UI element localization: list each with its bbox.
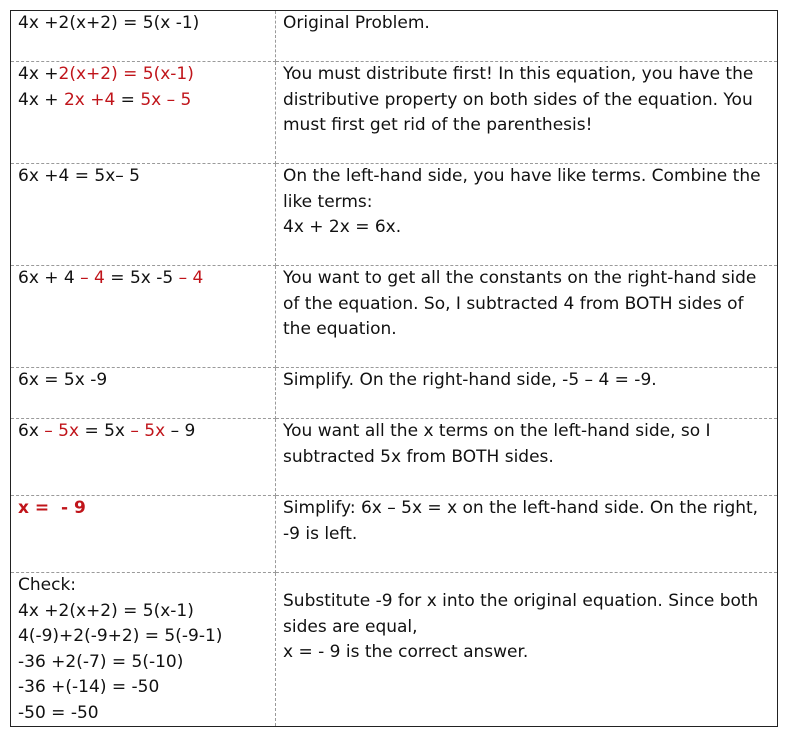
explanation-cell [276, 164, 778, 266]
equation-text: Check: [18, 575, 77, 595]
equation-line [18, 650, 269, 676]
equation-cell [11, 419, 276, 496]
equation-text: -36 +(-14) = -50 [18, 677, 160, 697]
explanation-text: You want to get all the constants on the right-hand side of the equation. So, I subtracted 4 from BOTH sides of the equation. [283, 268, 757, 339]
explanation-text: Simplify. On the right-hand side, -5 – 4 = -9. [283, 370, 657, 390]
equation-line [18, 11, 269, 37]
equation-text: 4(-9)+2(-9+2) = 5(-9-1) [18, 626, 223, 646]
equation-line [18, 599, 269, 625]
step-row [11, 62, 778, 164]
equation-text: 4x + [18, 89, 64, 110]
highlighted-term: x = - 9 [18, 498, 86, 518]
solution-table-body [11, 11, 778, 727]
equation-text: = 5x [79, 421, 131, 441]
explanation-text: x = - 9 is the correct answer. [283, 642, 529, 662]
equation-text: 6x = 5x -9 [18, 370, 108, 390]
step-row [11, 164, 778, 266]
equation-line [18, 573, 269, 599]
explanation-cell [276, 573, 778, 727]
highlighted-term: – 5x [44, 421, 80, 441]
explanation-text: Substitute -9 for x into the original equation. Since both sides are equal, [283, 591, 759, 637]
equation-line [18, 624, 269, 650]
highlighted-term: 2x +4 [63, 89, 116, 110]
equation-text: – 9 [165, 421, 196, 441]
step-row [11, 11, 778, 62]
explanation-cell [276, 62, 778, 164]
explanation-cell [276, 266, 778, 368]
explanation-cell [276, 11, 778, 62]
equation-cell [11, 368, 276, 419]
equation-text: = 5x -5 [104, 268, 179, 288]
equation-text: 4x +2(x+2) = 5(x-1) [18, 600, 194, 621]
highlighted-term: – 5x [130, 421, 166, 441]
explanation-text: You want all the x terms on the left-hand side, so I subtracted 5x from BOTH sides. [283, 421, 711, 467]
equation-text: 4x +2(x+2) = 5(x -1) [18, 13, 200, 33]
equation-text: 6x + 4 [18, 268, 81, 288]
equation-line [18, 266, 269, 292]
step-row [11, 266, 778, 368]
highlighted-term: – 4 [80, 268, 105, 288]
equation-text: = [115, 89, 141, 110]
equation-text: 4x + [18, 64, 59, 84]
equation-line [18, 675, 269, 701]
equation-text: 6x +4 = 5x– 5 [18, 166, 140, 186]
explanation-text: You must distribute first! In this equation, you have the distributive property on both sides of the equation. You must first get rid of the parenthesis! [283, 64, 754, 135]
solution-table [10, 10, 778, 727]
highlighted-term: – 4 [178, 268, 204, 288]
explanation-text: Simplify: 6x – 5x = x on the left-hand side. On the right, -9 is left. [283, 498, 759, 544]
explanation-text: Original Problem. [283, 13, 430, 33]
explanation-text: On the left-hand side, you have like terms. Combine the like terms: [283, 166, 761, 212]
explanation-cell [276, 419, 778, 496]
explanation-cell [276, 368, 778, 419]
equation-line [18, 496, 269, 522]
equation-cell [11, 62, 276, 164]
step-row [11, 368, 778, 419]
equation-line [18, 62, 269, 88]
step-row [11, 573, 778, 727]
equation-cell [11, 573, 276, 727]
equation-line [18, 701, 269, 727]
step-row [11, 496, 778, 573]
highlighted-term: 2(x+2) = 5(x-1) [58, 64, 194, 84]
equation-line [18, 368, 269, 394]
equation-text: -36 +2(-7) = 5(-10) [18, 651, 184, 672]
explanation-text: 4x + 2x = 6x. [283, 217, 402, 237]
equation-text: 6x [18, 421, 45, 441]
highlighted-term: 5x – 5 [140, 89, 192, 110]
equation-cell [11, 164, 276, 266]
equation-line [18, 88, 269, 114]
equation-cell [11, 11, 276, 62]
equation-line [18, 164, 269, 190]
equation-cell [11, 266, 276, 368]
equation-cell [11, 496, 276, 573]
step-row [11, 419, 778, 496]
equation-line [18, 419, 269, 445]
explanation-cell [276, 496, 778, 573]
equation-text: -50 = -50 [18, 702, 99, 723]
